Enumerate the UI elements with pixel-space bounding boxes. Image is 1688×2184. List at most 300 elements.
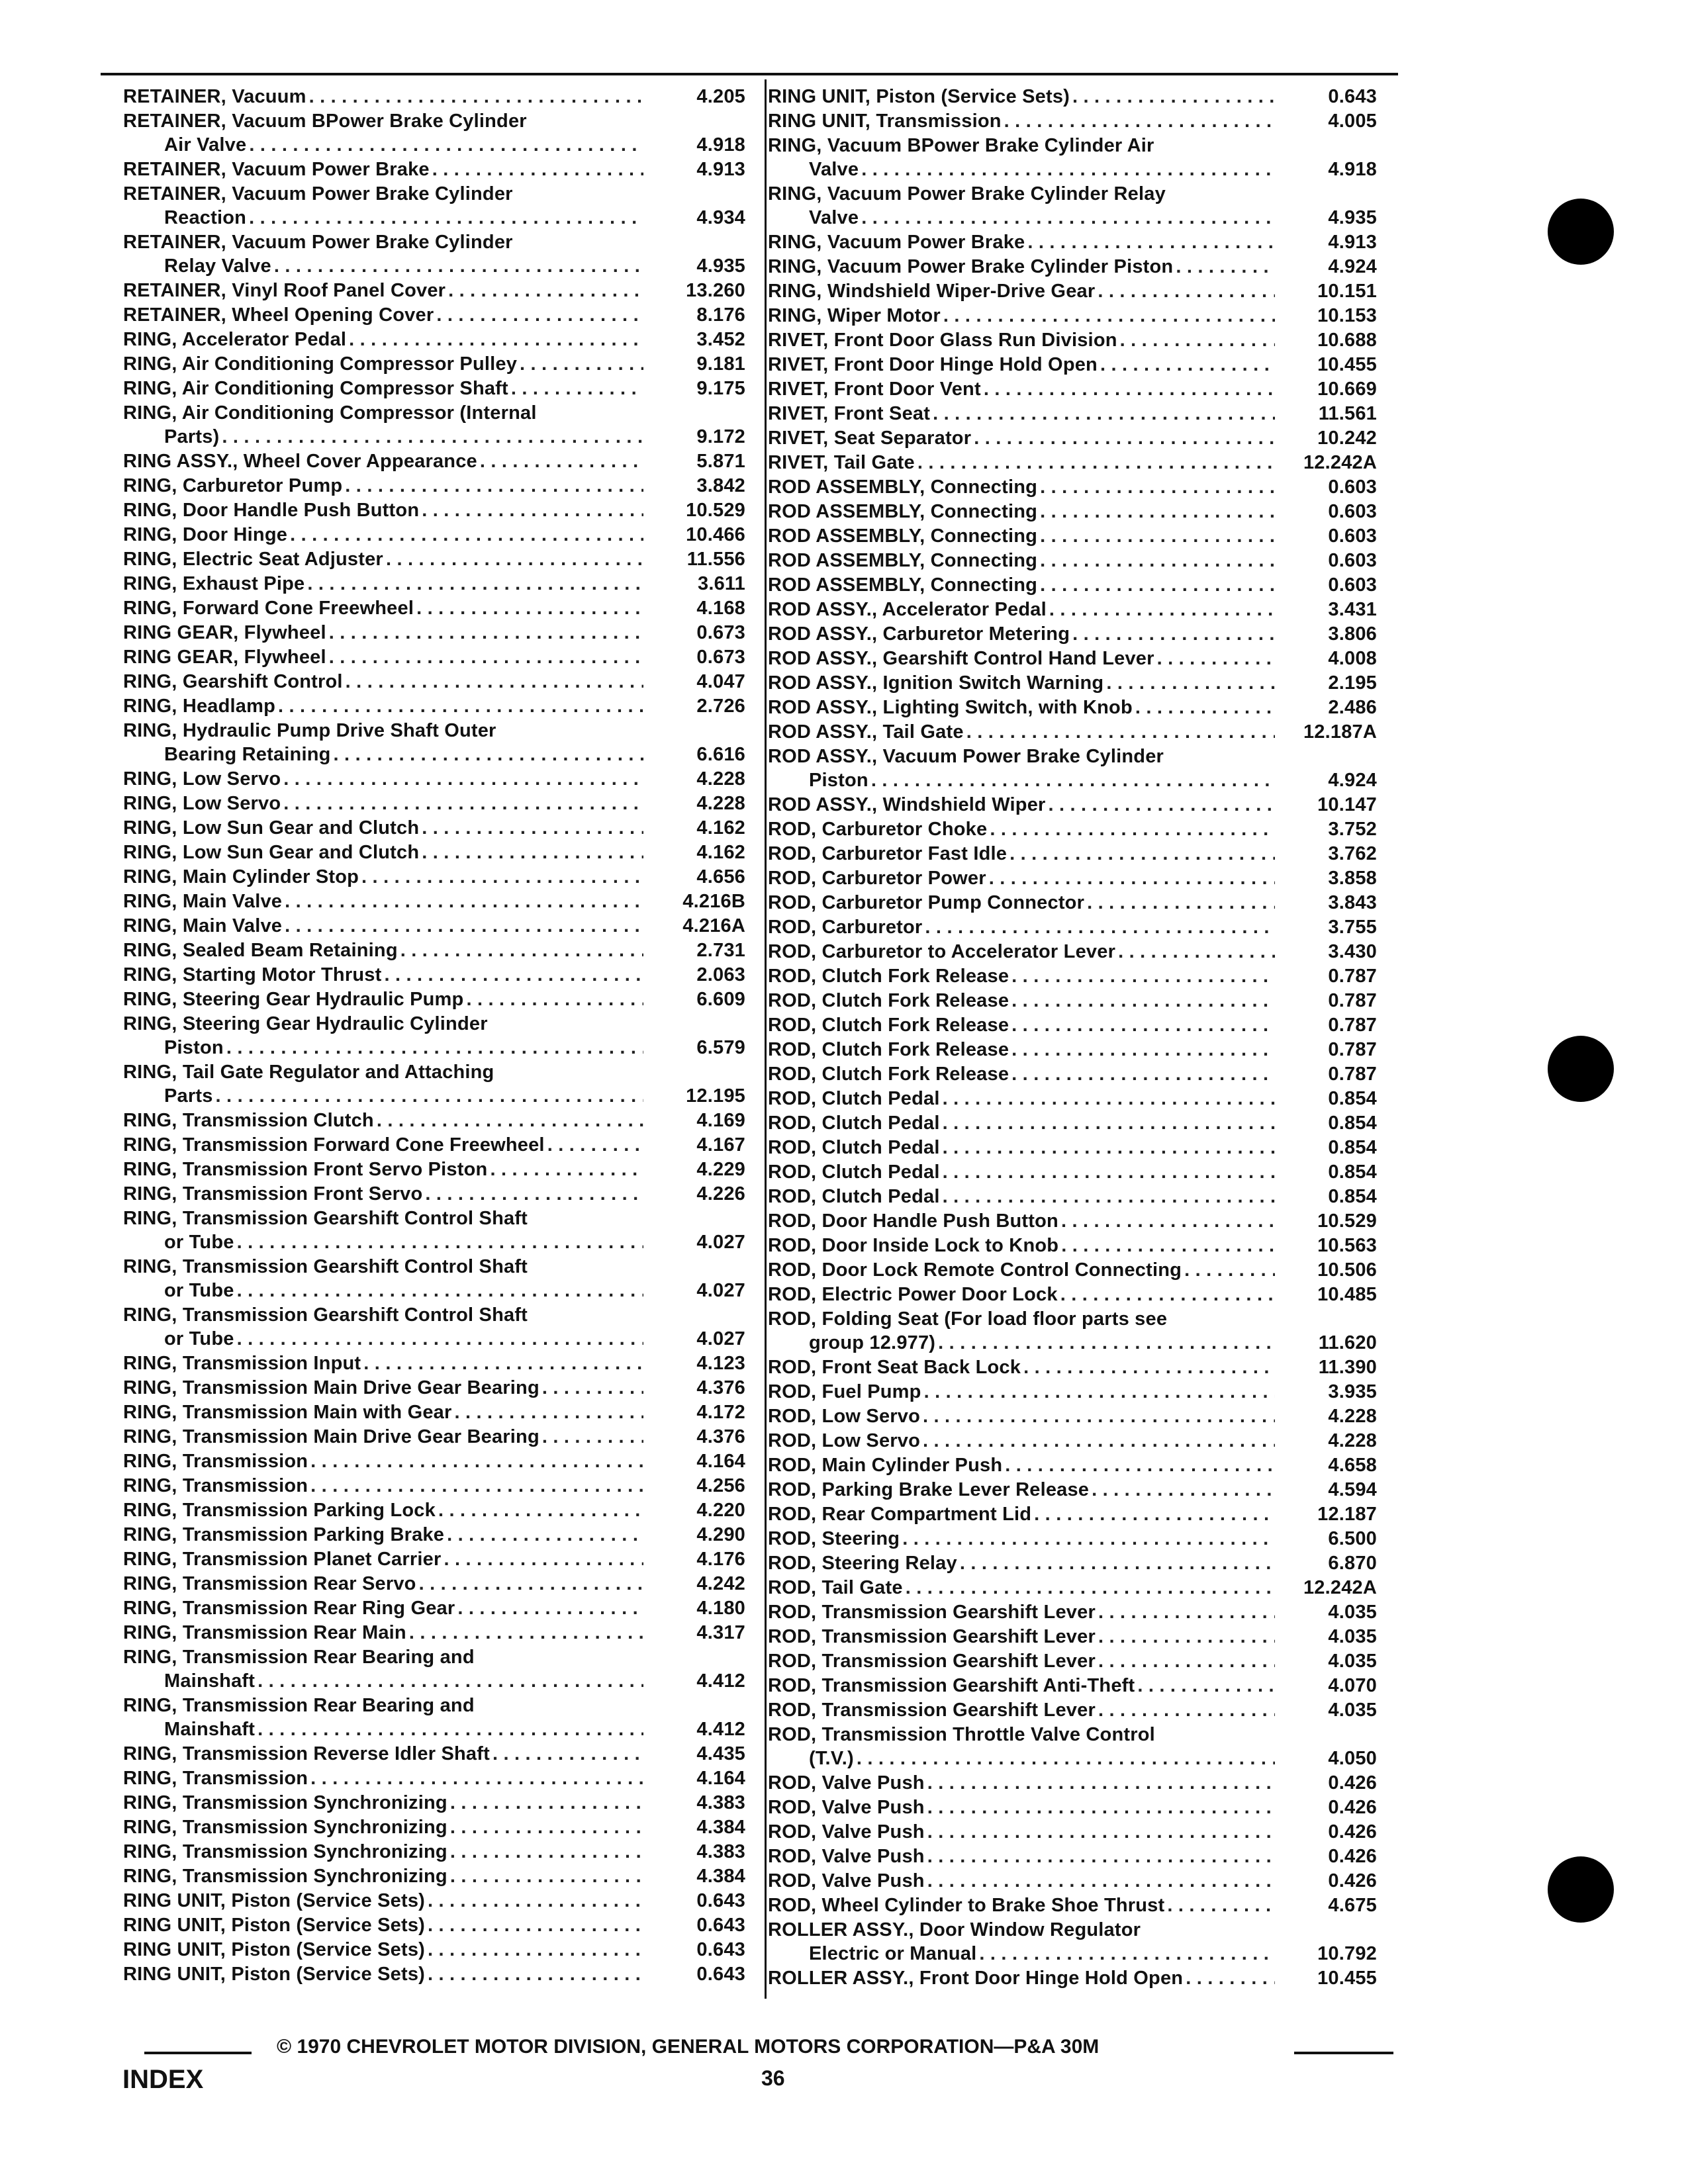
entry-label: ROD ASSY., Windshield Wiper (768, 794, 1046, 815)
entry-reference: 9.181 (696, 353, 745, 375)
dot-leader (1011, 989, 1275, 1013)
dot-leader (924, 1380, 1275, 1404)
dot-leader (1157, 647, 1275, 670)
entry-reference: 0.854 (1328, 1186, 1377, 1207)
index-entry (768, 1796, 1403, 1819)
dot-leader (448, 279, 643, 302)
entry-reference: 4.384 (696, 1817, 745, 1838)
dot-leader (960, 1551, 1275, 1575)
entry-label: ROD, Clutch Pedal (768, 1113, 940, 1134)
index-entry (123, 1109, 759, 1132)
entry-label: RETAINER, Wheel Opening Cover (123, 304, 434, 326)
index-entry (768, 1062, 1403, 1086)
entry-label: ROD, Clutch Fork Release (768, 1039, 1009, 1060)
index-entry (768, 85, 1403, 109)
entry-label: ROD ASSEMBLY, Connecting (768, 525, 1038, 547)
entry-reference: 0.787 (1328, 1015, 1377, 1036)
dot-leader (938, 1331, 1275, 1355)
index-entry (768, 1404, 1403, 1428)
entry-reference: 3.752 (1328, 819, 1377, 840)
entry-label: RING, Wiper Motor (768, 305, 941, 326)
index-entry (123, 1645, 759, 1693)
dot-leader (490, 1158, 643, 1181)
entry-reference: 0.603 (1328, 525, 1377, 547)
entry-reference: 0.787 (1328, 1039, 1377, 1060)
entry-reference: 4.913 (696, 159, 745, 180)
index-entry (768, 1698, 1403, 1722)
index-entry (768, 1869, 1403, 1893)
entry-reference: 3.762 (1328, 843, 1377, 864)
dot-leader (943, 1111, 1275, 1135)
index-entry (123, 1938, 759, 1962)
index-entry (768, 720, 1403, 744)
dot-leader (547, 1133, 643, 1157)
entry-label: ROD ASSY., Ignition Switch Warning (768, 672, 1104, 694)
dot-leader (1092, 1478, 1275, 1502)
entry-reference: 8.176 (696, 304, 745, 326)
entry-label-continued: Valve (809, 207, 859, 228)
dot-leader (857, 1747, 1275, 1770)
entry-label-continued: (T.V.) (809, 1748, 854, 1769)
dot-leader (216, 1084, 643, 1108)
entry-reference: 0.426 (1328, 1797, 1377, 1818)
dot-leader (237, 1327, 643, 1351)
index-entry (768, 940, 1403, 964)
binder-hole (1548, 1036, 1614, 1102)
dot-leader (422, 841, 643, 864)
dot-leader (923, 1404, 1275, 1428)
entry-label: RING, Transmission Synchronizing (123, 1866, 447, 1887)
index-entry (768, 1380, 1403, 1404)
index-entry (768, 1918, 1403, 1966)
index-entry (768, 866, 1403, 890)
index-entry (123, 792, 759, 815)
entry-label: ROD ASSY., Accelerator Pedal (768, 599, 1047, 620)
entry-label: ROD, Transmission Gearshift Lever (768, 1651, 1096, 1672)
dot-leader (933, 402, 1275, 426)
index-entry (768, 1649, 1403, 1673)
entry-label: ROD, Door Handle Push Button (768, 1210, 1058, 1232)
dot-leader (450, 1791, 643, 1815)
entry-label: ROD, Clutch Fork Release (768, 990, 1009, 1011)
index-entry (768, 793, 1403, 817)
entry-label: ROD, Transmission Gearshift Anti-Theft (768, 1675, 1135, 1696)
entry-label: RING, Forward Cone Freewheel (123, 598, 414, 619)
index-entry (123, 645, 759, 669)
entry-label: ROD ASSEMBLY, Connecting (768, 477, 1038, 498)
dot-leader (990, 817, 1275, 841)
entry-reference: 4.162 (696, 842, 745, 863)
entry-reference: 0.603 (1328, 477, 1377, 498)
dot-leader (237, 1279, 643, 1302)
entry-reference: 4.290 (696, 1524, 745, 1545)
index-entry (768, 1478, 1403, 1502)
entry-label: ROD, Clutch Pedal (768, 1161, 940, 1183)
dot-leader (520, 352, 643, 376)
index-entry (123, 719, 759, 766)
entry-label: RING, Transmission Input (123, 1353, 361, 1374)
entry-reference: 4.383 (696, 1841, 745, 1862)
entry-label: RING, Headlamp (123, 696, 276, 717)
index-entry (123, 1694, 759, 1741)
entry-label: RING, Vacuum BPower Brake Cylinder Air (768, 135, 1154, 156)
entry-label: RING, Transmission Main with Gear (123, 1402, 452, 1423)
entry-label: RING, Door Handle Push Button (123, 500, 420, 521)
index-entry (123, 474, 759, 498)
index-entry (123, 352, 759, 376)
entry-reference: 3.806 (1328, 623, 1377, 645)
entry-label: ROD, Carburetor (768, 917, 923, 938)
entry-reference: 4.242 (696, 1573, 745, 1594)
entry-label: ROD ASSY., Carburetor Metering (768, 623, 1070, 645)
entry-reference: 4.070 (1328, 1675, 1377, 1696)
index-entry (123, 572, 759, 596)
dot-leader (419, 1572, 643, 1596)
index-entry (123, 1572, 759, 1596)
index-entry (123, 938, 759, 962)
dot-leader (1023, 1355, 1275, 1379)
dot-leader (346, 670, 643, 694)
dot-leader (249, 133, 643, 157)
dot-leader (943, 1185, 1275, 1208)
index-entry (123, 1303, 759, 1351)
entry-label: ROD, Clutch Fork Release (768, 1015, 1009, 1036)
dot-leader (386, 547, 643, 571)
entry-label: RETAINER, Vacuum BPower Brake Cylinder (123, 111, 527, 132)
entry-reference: 10.529 (1317, 1210, 1377, 1232)
entry-reference: 0.854 (1328, 1137, 1377, 1158)
dot-leader (1011, 1013, 1275, 1037)
index-entry (768, 1087, 1403, 1111)
index-entry (123, 621, 759, 645)
index-entry (768, 1551, 1403, 1575)
dot-leader (1009, 842, 1275, 866)
dot-leader (984, 377, 1275, 401)
entry-label: RING, Transmission Rear Bearing and (123, 1647, 475, 1668)
index-entry (123, 816, 759, 840)
dot-leader (329, 621, 643, 645)
entry-label: RING, Transmission Forward Cone Freewheel (123, 1134, 545, 1156)
index-entry (123, 1206, 759, 1254)
entry-reference: 4.376 (696, 1377, 745, 1398)
index-entry (768, 1844, 1403, 1868)
entry-label: ROD, Low Servo (768, 1406, 920, 1427)
entry-reference: 4.123 (696, 1353, 745, 1374)
entry-reference: 0.603 (1328, 574, 1377, 596)
entry-reference: 4.005 (1328, 111, 1377, 132)
entry-reference: 4.164 (696, 1768, 745, 1789)
index-entry (123, 670, 759, 694)
index-entry (123, 1158, 759, 1181)
entry-label-continued: Parts (164, 1085, 213, 1107)
entry-label: RING, Transmission Rear Main (123, 1622, 406, 1643)
dot-leader (1040, 549, 1275, 572)
dot-leader (1135, 696, 1275, 719)
dot-leader (428, 1889, 643, 1913)
dot-leader (1118, 940, 1275, 964)
entry-reference: 3.452 (696, 329, 745, 350)
entry-label: ROD ASSEMBLY, Connecting (768, 501, 1038, 522)
entry-label: RING GEAR, Flywheel (123, 622, 326, 643)
entry-label: RING UNIT, Piston (Service Sets) (123, 1890, 426, 1911)
entry-label: RING, Transmission Gearshift Control Shaft (123, 1256, 528, 1277)
index-entry (768, 989, 1403, 1013)
index-entry (768, 451, 1403, 475)
top-rule (101, 73, 1398, 75)
entry-reference: 4.594 (1328, 1479, 1377, 1500)
entry-reference: 3.842 (696, 475, 745, 496)
dot-leader (422, 816, 643, 840)
dot-leader (861, 206, 1275, 230)
index-entry (768, 915, 1403, 939)
entry-label: RING, Low Sun Gear and Clutch (123, 842, 420, 863)
entry-label: RING, Gearshift Control (123, 671, 343, 692)
entry-label-continued: Valve (809, 159, 859, 180)
entry-reference: 4.656 (696, 866, 745, 887)
dot-leader (943, 1136, 1275, 1160)
index-entry (123, 1547, 759, 1571)
entry-reference: 4.027 (696, 1232, 745, 1253)
entry-reference: 11.556 (686, 549, 745, 570)
dot-leader (927, 1771, 1275, 1795)
entry-reference: 0.854 (1328, 1161, 1377, 1183)
entry-label: RING, Air Conditioning Compressor Pulley (123, 353, 518, 375)
entry-reference: 10.455 (1317, 354, 1377, 375)
entry-reference: 4.008 (1328, 648, 1377, 669)
entry-reference: 4.162 (696, 817, 745, 839)
entry-reference: 2.731 (696, 940, 745, 961)
index-entry (768, 1723, 1403, 1770)
entry-label-continued: Mainshaft (164, 1719, 256, 1740)
entry-reference: 3.755 (1328, 917, 1377, 938)
entry-reference: 4.924 (1328, 256, 1377, 277)
entry-label: ROD, Parking Brake Lever Release (768, 1479, 1090, 1500)
entry-label-continued: Relay Valve (164, 255, 271, 277)
index-entry (768, 1355, 1403, 1379)
entry-label: ROD, Valve Push (768, 1846, 925, 1867)
index-entry (123, 1012, 759, 1060)
dot-leader (278, 694, 643, 718)
entry-label: ROD, Valve Push (768, 1772, 925, 1794)
index-entry (123, 449, 759, 473)
entry-label: RING, Transmission Front Servo Piston (123, 1159, 488, 1180)
index-entry (123, 1766, 759, 1790)
entry-label: ROD, Door Inside Lock to Knob (768, 1235, 1059, 1256)
index-column-left (123, 85, 759, 1987)
entry-reference: 0.426 (1328, 1846, 1377, 1867)
entry-reference: 0.603 (1328, 550, 1377, 571)
entry-label: RING UNIT, Piston (Service Sets) (768, 86, 1070, 107)
entry-reference: 10.563 (1317, 1235, 1377, 1256)
index-entry (768, 377, 1403, 401)
entry-reference: 3.611 (698, 573, 745, 594)
entry-label: RING, Transmission (123, 1768, 308, 1789)
entry-label: ROD, Clutch Fork Release (768, 1064, 1009, 1085)
entry-label: RING, Transmission Main Drive Gear Bearing (123, 1426, 539, 1447)
entry-label: RING UNIT, Piston (Service Sets) (123, 1964, 426, 1985)
dot-leader (1087, 891, 1275, 915)
entry-reference: 0.643 (696, 1890, 745, 1911)
entry-label: ROD, Transmission Throttle Valve Control (768, 1724, 1155, 1745)
index-entry (768, 1453, 1403, 1477)
copyright-notice: © 1970 CHEVROLET MOTOR DIVISION, GENERAL MOTORS CORPORATION—P&A 30M (277, 2036, 1100, 2058)
entry-reference: 10.792 (1317, 1943, 1377, 1964)
entry-label-continued: or Tube (164, 1232, 234, 1253)
dot-leader (307, 572, 643, 596)
dot-leader (457, 1596, 643, 1620)
index-entry (768, 524, 1403, 548)
index-entry (768, 304, 1403, 328)
entry-reference: 4.935 (696, 255, 745, 277)
index-entry (123, 158, 759, 181)
entry-label: ROD, Valve Push (768, 1821, 925, 1843)
index-entry (768, 696, 1403, 719)
dot-leader (925, 915, 1275, 939)
dot-leader (283, 792, 643, 815)
entry-label: RING, Door Hinge (123, 524, 288, 545)
entry-reference: 4.027 (696, 1280, 745, 1301)
entry-reference: 4.168 (696, 598, 745, 619)
entry-label: ROD, Wheel Cylinder to Brake Shoe Thrust (768, 1895, 1165, 1916)
dot-leader (283, 767, 643, 791)
dot-leader (334, 743, 643, 766)
entry-reference: 10.485 (1317, 1284, 1377, 1305)
entry-label: ROD, Steering (768, 1528, 900, 1549)
entry-reference: 2.195 (1328, 672, 1377, 694)
dot-leader (450, 1815, 643, 1839)
dot-leader (436, 303, 643, 327)
entry-label: RING, Windshield Wiper-Drive Gear (768, 281, 1096, 302)
index-entry (768, 1209, 1403, 1233)
dot-leader (274, 254, 643, 278)
index-entry (123, 377, 759, 400)
entry-label: RING, Transmission (123, 1451, 308, 1472)
entry-reference: 4.228 (696, 793, 745, 814)
entry-label: RING UNIT, Transmission (768, 111, 1002, 132)
entry-label: RIVET, Front Seat (768, 403, 931, 424)
entry-label: RING, Sealed Beam Retaining (123, 940, 398, 961)
dot-leader (542, 1425, 643, 1449)
entry-reference: 2.063 (696, 964, 745, 985)
entry-label: ROD, Main Cylinder Push (768, 1455, 1003, 1476)
index-entry (768, 1429, 1403, 1453)
index-entry (123, 865, 759, 889)
entry-reference: 12.187 (1317, 1504, 1377, 1525)
entry-label: RING, Electric Seat Adjuster (123, 549, 383, 570)
entry-reference: 4.035 (1328, 1651, 1377, 1672)
index-entry (768, 1185, 1403, 1208)
index-entry (123, 1596, 759, 1620)
index-entry (768, 230, 1403, 254)
index-entry (123, 303, 759, 327)
dot-leader (444, 1547, 643, 1571)
entry-label: RING, Transmission Rear Bearing and (123, 1695, 475, 1716)
dot-leader (409, 1621, 643, 1645)
index-entry (768, 573, 1403, 597)
index-entry (123, 1060, 759, 1108)
entry-reference: 0.673 (696, 622, 745, 643)
entry-reference: 4.172 (696, 1402, 745, 1423)
dot-leader (285, 914, 643, 938)
entry-reference: 4.167 (696, 1134, 745, 1156)
index-entry (123, 1840, 759, 1864)
index-entry (768, 671, 1403, 695)
entry-label: ROD ASSY., Lighting Switch, with Knob (768, 697, 1133, 718)
entry-reference: 12.242A (1303, 1577, 1377, 1598)
index-entry (768, 426, 1403, 450)
entry-label: RING GEAR, Flywheel (123, 647, 326, 668)
index-entry (123, 1133, 759, 1157)
index-entry (768, 1234, 1403, 1257)
dot-leader (979, 1942, 1275, 1966)
index-entry (123, 1449, 759, 1473)
entry-reference: 0.426 (1328, 1772, 1377, 1794)
entry-reference: 4.412 (696, 1719, 745, 1740)
entry-label: RING, Main Cylinder Stop (123, 866, 359, 887)
index-entry (768, 500, 1403, 523)
entry-reference: 10.466 (686, 524, 745, 545)
dot-leader (923, 1429, 1275, 1453)
index-entry (123, 109, 759, 157)
entry-label: RETAINER, Vacuum (123, 86, 306, 107)
entry-label: RING, Starting Motor Thrust (123, 964, 382, 985)
entry-reference: 10.506 (1317, 1259, 1377, 1281)
footer-rule (1294, 2052, 1393, 2054)
entry-label: ROD, Transmission Gearshift Lever (768, 1602, 1096, 1623)
entry-reference: 10.529 (686, 500, 745, 521)
entry-reference: 0.603 (1328, 501, 1377, 522)
entry-reference: 4.027 (696, 1328, 745, 1349)
entry-reference: 4.658 (1328, 1455, 1377, 1476)
entry-label: RETAINER, Vinyl Roof Panel Cover (123, 280, 446, 301)
entry-reference: 0.787 (1328, 990, 1377, 1011)
entry-label: RING, Steering Gear Hydraulic Pump (123, 989, 464, 1010)
entry-reference: 12.195 (686, 1085, 745, 1107)
dot-leader (416, 596, 643, 620)
entry-label: ROD, Folding Seat (For load floor parts see (768, 1308, 1168, 1330)
dot-leader (384, 963, 643, 987)
entry-label: RING, Low Servo (123, 768, 281, 790)
dot-leader (927, 1820, 1275, 1844)
entry-reference: 4.216A (682, 915, 745, 936)
entry-label: RING, Carburetor Pump (123, 475, 343, 496)
entry-reference: 2.726 (696, 696, 745, 717)
dot-leader (917, 451, 1275, 475)
dot-leader (237, 1230, 643, 1254)
dot-leader (1040, 573, 1275, 597)
entry-label: RING, Vacuum Power Brake Cylinder Piston (768, 256, 1174, 277)
dot-leader (1040, 500, 1275, 523)
entry-reference: 0.787 (1328, 966, 1377, 987)
dot-leader (226, 1036, 643, 1060)
entry-reference: 4.376 (696, 1426, 745, 1447)
entry-label: RING, Tail Gate Regulator and Attaching (123, 1062, 494, 1083)
dot-leader (285, 889, 643, 913)
index-entry (768, 1527, 1403, 1551)
entry-label: ROD, Carburetor Pump Connector (768, 892, 1085, 913)
entry-label: RING, Vacuum Power Brake (768, 232, 1025, 253)
dot-leader (450, 1864, 643, 1888)
entry-reference: 4.256 (696, 1475, 745, 1496)
entry-label: ROD, Transmission Gearshift Lever (768, 1700, 1096, 1721)
index-entry (768, 745, 1403, 792)
dot-leader (1027, 230, 1275, 254)
entry-reference: 4.035 (1328, 1700, 1377, 1721)
dot-leader (943, 304, 1275, 328)
entry-label: ROD ASSY., Gearshift Control Hand Lever (768, 648, 1154, 669)
entry-label: RIVET, Tail Gate (768, 452, 915, 473)
index-entry (123, 1255, 759, 1302)
